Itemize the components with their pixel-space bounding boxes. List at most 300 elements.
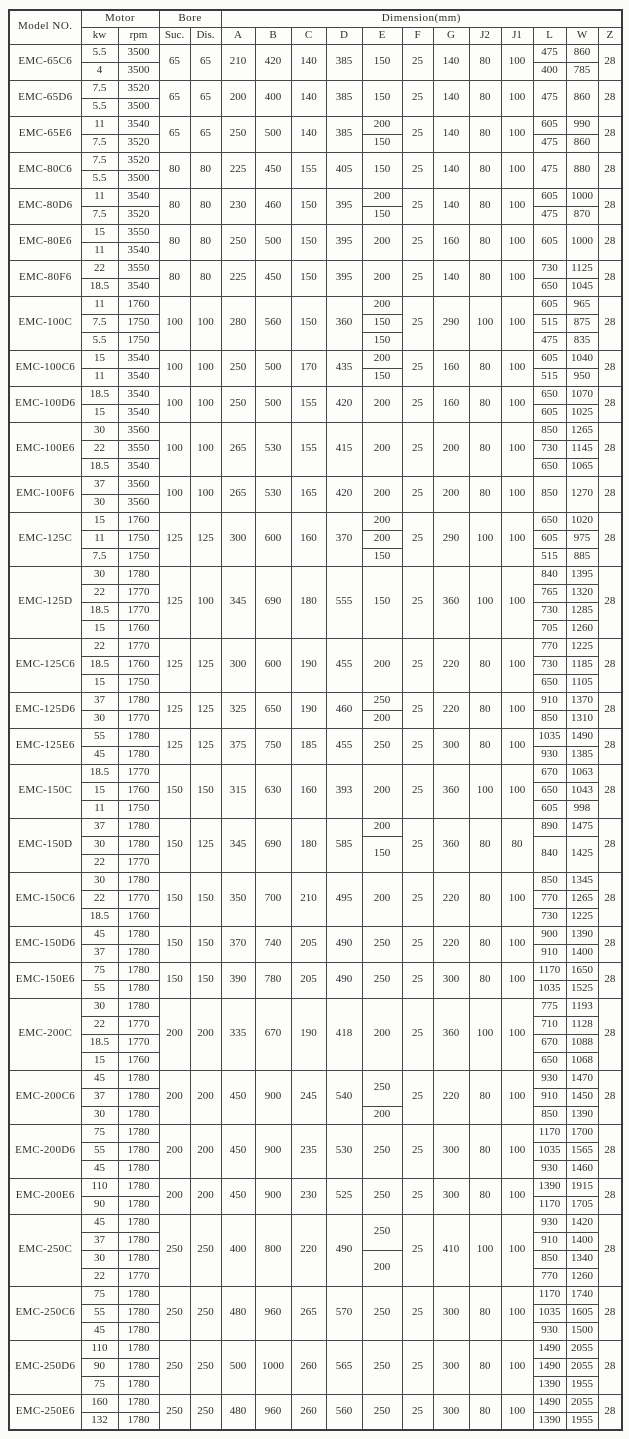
- j2-cell: 80: [469, 926, 501, 962]
- d-cell: 560: [326, 1394, 362, 1430]
- rpm-cell: 1760: [118, 1052, 159, 1070]
- z-cell: 28: [598, 1124, 622, 1178]
- w-cell: 1470: [566, 1070, 598, 1088]
- z-cell: 28: [598, 1394, 622, 1430]
- j2-cell: 80: [469, 728, 501, 764]
- suc-cell: 150: [159, 962, 190, 998]
- table-row: [9, 1124, 622, 1142]
- j1-cell: 100: [501, 188, 533, 224]
- e-cell: 250: [362, 1340, 402, 1394]
- c-cell: 190: [291, 638, 326, 692]
- j1-cell: 80: [501, 818, 533, 872]
- rpm-cell: 1780: [118, 1232, 159, 1250]
- suc-cell: 250: [159, 1394, 190, 1430]
- w-cell: 1475: [566, 818, 598, 836]
- table-row: [9, 1340, 622, 1358]
- z-cell: 28: [598, 80, 622, 116]
- l-cell: 650: [533, 782, 566, 800]
- a-cell: 500: [221, 1340, 255, 1394]
- w-cell: 1420: [566, 1214, 598, 1232]
- b-cell: 450: [255, 260, 291, 296]
- w-cell: 880: [566, 152, 598, 188]
- w-cell: 1705: [566, 1196, 598, 1214]
- d-cell: 395: [326, 224, 362, 260]
- z-cell: 28: [598, 296, 622, 350]
- table-row: [9, 692, 622, 710]
- b-cell: 600: [255, 512, 291, 566]
- rpm-cell: 1780: [118, 1124, 159, 1142]
- d-cell: 435: [326, 350, 362, 386]
- e-cell: 200: [362, 296, 402, 314]
- model-name: EMC-100C6: [9, 350, 81, 386]
- kw-cell: 30: [81, 836, 118, 854]
- d-cell: 495: [326, 872, 362, 926]
- b-cell: 630: [255, 764, 291, 818]
- z-cell: 28: [598, 44, 622, 80]
- j2-cell: 80: [469, 80, 501, 116]
- rpm-cell: 1780: [118, 1142, 159, 1160]
- header-dimension-group: Dimension(mm): [221, 10, 622, 27]
- rpm-cell: 1780: [118, 1160, 159, 1178]
- l-cell: 770: [533, 1268, 566, 1286]
- suc-cell: 200: [159, 998, 190, 1070]
- f-cell: 25: [402, 422, 433, 476]
- c-cell: 245: [291, 1070, 326, 1124]
- rpm-cell: 3500: [118, 170, 159, 188]
- kw-cell: 22: [81, 584, 118, 602]
- rpm-cell: 3540: [118, 386, 159, 404]
- kw-cell: 18.5: [81, 1034, 118, 1052]
- b-cell: 1000: [255, 1340, 291, 1394]
- kw-cell: 22: [81, 440, 118, 458]
- a-cell: 250: [221, 224, 255, 260]
- d-cell: 455: [326, 728, 362, 764]
- a-cell: 375: [221, 728, 255, 764]
- kw-cell: 7.5: [81, 152, 118, 170]
- table-row: [9, 80, 622, 98]
- table-row: [9, 116, 622, 134]
- z-cell: 28: [598, 1214, 622, 1286]
- d-cell: 395: [326, 188, 362, 224]
- w-cell: 1045: [566, 278, 598, 296]
- model-name: EMC-250C: [9, 1214, 81, 1286]
- j1-cell: 100: [501, 566, 533, 638]
- f-cell: 25: [402, 872, 433, 926]
- j2-cell: 80: [469, 1124, 501, 1178]
- w-cell: 1390: [566, 1106, 598, 1124]
- table-row: [9, 566, 622, 584]
- kw-cell: 18.5: [81, 908, 118, 926]
- a-cell: 450: [221, 1070, 255, 1124]
- l-cell: 650: [533, 1052, 566, 1070]
- table-row: [9, 260, 622, 278]
- j1-cell: 100: [501, 512, 533, 566]
- j2-cell: 80: [469, 116, 501, 152]
- model-name: EMC-250D6: [9, 1340, 81, 1394]
- rpm-cell: 1770: [118, 638, 159, 656]
- a-cell: 300: [221, 638, 255, 692]
- w-cell: 998: [566, 800, 598, 818]
- rpm-cell: 1750: [118, 314, 159, 332]
- w-cell: 975: [566, 530, 598, 548]
- f-cell: 25: [402, 350, 433, 386]
- rpm-cell: 1780: [118, 566, 159, 584]
- kw-cell: 18.5: [81, 458, 118, 476]
- l-cell: 475: [533, 152, 566, 188]
- f-cell: 25: [402, 476, 433, 512]
- rpm-cell: 1770: [118, 602, 159, 620]
- g-cell: 200: [433, 476, 469, 512]
- suc-cell: 125: [159, 566, 190, 638]
- w-cell: 1565: [566, 1142, 598, 1160]
- rpm-cell: 3500: [118, 98, 159, 116]
- rpm-cell: 1780: [118, 836, 159, 854]
- e-cell: 250: [362, 962, 402, 998]
- kw-cell: 18.5: [81, 764, 118, 782]
- w-cell: 1955: [566, 1412, 598, 1430]
- b-cell: 500: [255, 350, 291, 386]
- w-cell: 875: [566, 314, 598, 332]
- e-cell: 150: [362, 44, 402, 80]
- e-cell: 150: [362, 836, 402, 872]
- l-cell: 650: [533, 674, 566, 692]
- w-cell: 2055: [566, 1358, 598, 1376]
- dis-cell: 100: [190, 386, 221, 422]
- d-cell: 385: [326, 80, 362, 116]
- suc-cell: 125: [159, 692, 190, 728]
- d-cell: 415: [326, 422, 362, 476]
- l-cell: 1170: [533, 1196, 566, 1214]
- model-name: EMC-150E6: [9, 962, 81, 998]
- rpm-cell: 1770: [118, 1016, 159, 1034]
- e-cell: 200: [362, 872, 402, 926]
- w-cell: 1500: [566, 1322, 598, 1340]
- model-name: EMC-65E6: [9, 116, 81, 152]
- rpm-cell: 3550: [118, 224, 159, 242]
- l-cell: 850: [533, 1106, 566, 1124]
- l-cell: 850: [533, 710, 566, 728]
- e-cell: 250: [362, 1286, 402, 1340]
- kw-cell: 30: [81, 872, 118, 890]
- d-cell: 585: [326, 818, 362, 872]
- w-cell: 1088: [566, 1034, 598, 1052]
- col-header-rpm: rpm: [118, 27, 159, 44]
- j1-cell: 100: [501, 80, 533, 116]
- l-cell: 1490: [533, 1358, 566, 1376]
- w-cell: 1345: [566, 872, 598, 890]
- l-cell: 850: [533, 1250, 566, 1268]
- b-cell: 500: [255, 224, 291, 260]
- w-cell: 1915: [566, 1178, 598, 1196]
- e-cell: 200: [362, 512, 402, 530]
- rpm-cell: 1760: [118, 782, 159, 800]
- b-cell: 960: [255, 1394, 291, 1430]
- model-name: EMC-150C: [9, 764, 81, 818]
- rpm-cell: 3500: [118, 62, 159, 80]
- g-cell: 300: [433, 962, 469, 998]
- l-cell: 770: [533, 638, 566, 656]
- j1-cell: 100: [501, 1340, 533, 1394]
- rpm-cell: 1780: [118, 998, 159, 1016]
- z-cell: 28: [598, 692, 622, 728]
- f-cell: 25: [402, 1070, 433, 1124]
- kw-cell: 75: [81, 962, 118, 980]
- j1-cell: 100: [501, 260, 533, 296]
- j2-cell: 80: [469, 152, 501, 188]
- f-cell: 25: [402, 224, 433, 260]
- a-cell: 450: [221, 1178, 255, 1214]
- w-cell: 870: [566, 206, 598, 224]
- b-cell: 690: [255, 566, 291, 638]
- z-cell: 28: [598, 1070, 622, 1124]
- b-cell: 650: [255, 692, 291, 728]
- kw-cell: 90: [81, 1358, 118, 1376]
- suc-cell: 65: [159, 80, 190, 116]
- e-cell: 250: [362, 1394, 402, 1430]
- table-row: [9, 818, 622, 836]
- a-cell: 480: [221, 1286, 255, 1340]
- z-cell: 28: [598, 962, 622, 998]
- table-header: [9, 10, 622, 44]
- rpm-cell: 1780: [118, 1178, 159, 1196]
- j2-cell: 80: [469, 638, 501, 692]
- rpm-cell: 1780: [118, 962, 159, 980]
- dis-cell: 80: [190, 152, 221, 188]
- rpm-cell: 1760: [118, 620, 159, 638]
- w-cell: 860: [566, 44, 598, 62]
- model-name: EMC-250C6: [9, 1286, 81, 1340]
- suc-cell: 250: [159, 1286, 190, 1340]
- l-cell: 670: [533, 1034, 566, 1052]
- a-cell: 400: [221, 1214, 255, 1286]
- c-cell: 185: [291, 728, 326, 764]
- z-cell: 28: [598, 188, 622, 224]
- model-name: EMC-125D6: [9, 692, 81, 728]
- c-cell: 160: [291, 512, 326, 566]
- g-cell: 360: [433, 566, 469, 638]
- kw-cell: 7.5: [81, 206, 118, 224]
- c-cell: 140: [291, 116, 326, 152]
- z-cell: 28: [598, 728, 622, 764]
- kw-cell: 5.5: [81, 44, 118, 62]
- j1-cell: 100: [501, 692, 533, 728]
- z-cell: 28: [598, 386, 622, 422]
- e-cell: 200: [362, 188, 402, 206]
- j1-cell: 100: [501, 350, 533, 386]
- rpm-cell: 1780: [118, 1412, 159, 1430]
- l-cell: 515: [533, 314, 566, 332]
- l-cell: 910: [533, 1232, 566, 1250]
- rpm-cell: 1780: [118, 1250, 159, 1268]
- g-cell: 160: [433, 224, 469, 260]
- j1-cell: 100: [501, 998, 533, 1070]
- c-cell: 155: [291, 422, 326, 476]
- j1-cell: 100: [501, 296, 533, 350]
- l-cell: 650: [533, 458, 566, 476]
- l-cell: 1035: [533, 980, 566, 998]
- e-cell: 150: [362, 368, 402, 386]
- a-cell: 230: [221, 188, 255, 224]
- c-cell: 150: [291, 260, 326, 296]
- col-header-l: L: [533, 27, 566, 44]
- rpm-cell: 1750: [118, 332, 159, 350]
- f-cell: 25: [402, 152, 433, 188]
- kw-cell: 5.5: [81, 170, 118, 188]
- kw-cell: 110: [81, 1340, 118, 1358]
- kw-cell: 37: [81, 692, 118, 710]
- dis-cell: 80: [190, 260, 221, 296]
- a-cell: 390: [221, 962, 255, 998]
- rpm-cell: 3540: [118, 242, 159, 260]
- model-name: EMC-200D6: [9, 1124, 81, 1178]
- g-cell: 290: [433, 296, 469, 350]
- z-cell: 28: [598, 638, 622, 692]
- g-cell: 300: [433, 1286, 469, 1340]
- d-cell: 540: [326, 1070, 362, 1124]
- z-cell: 28: [598, 998, 622, 1070]
- f-cell: 25: [402, 1214, 433, 1286]
- b-cell: 740: [255, 926, 291, 962]
- dis-cell: 150: [190, 926, 221, 962]
- l-cell: 1390: [533, 1178, 566, 1196]
- dis-cell: 200: [190, 1124, 221, 1178]
- b-cell: 530: [255, 422, 291, 476]
- dis-cell: 250: [190, 1340, 221, 1394]
- table-row: [9, 926, 622, 944]
- dis-cell: 250: [190, 1214, 221, 1286]
- j2-cell: 80: [469, 188, 501, 224]
- dis-cell: 250: [190, 1394, 221, 1430]
- kw-cell: 5.5: [81, 98, 118, 116]
- kw-cell: 30: [81, 998, 118, 1016]
- table-row: [9, 872, 622, 890]
- e-cell: 150: [362, 80, 402, 116]
- table-row: [9, 998, 622, 1016]
- w-cell: 1425: [566, 836, 598, 872]
- f-cell: 25: [402, 1340, 433, 1394]
- g-cell: 140: [433, 152, 469, 188]
- b-cell: 500: [255, 116, 291, 152]
- e-cell: 150: [362, 134, 402, 152]
- model-name: EMC-100F6: [9, 476, 81, 512]
- j1-cell: 100: [501, 476, 533, 512]
- w-cell: 1320: [566, 584, 598, 602]
- w-cell: 2055: [566, 1340, 598, 1358]
- table-row: [9, 1070, 622, 1088]
- f-cell: 25: [402, 1178, 433, 1214]
- rpm-cell: 3540: [118, 404, 159, 422]
- w-cell: 860: [566, 80, 598, 116]
- a-cell: 315: [221, 764, 255, 818]
- model-name: EMC-80C6: [9, 152, 81, 188]
- model-name: EMC-200C: [9, 998, 81, 1070]
- rpm-cell: 1780: [118, 1214, 159, 1232]
- e-cell: 200: [362, 1106, 402, 1124]
- l-cell: 515: [533, 548, 566, 566]
- l-cell: 400: [533, 62, 566, 80]
- c-cell: 170: [291, 350, 326, 386]
- model-name: EMC-150D6: [9, 926, 81, 962]
- d-cell: 530: [326, 1124, 362, 1178]
- w-cell: 1225: [566, 638, 598, 656]
- header-motor-group: Motor: [81, 10, 159, 27]
- kw-cell: 15: [81, 350, 118, 368]
- suc-cell: 125: [159, 728, 190, 764]
- b-cell: 700: [255, 872, 291, 926]
- col-header-d: D: [326, 27, 362, 44]
- kw-cell: 22: [81, 854, 118, 872]
- dis-cell: 80: [190, 188, 221, 224]
- header-model-no: Model NO.: [9, 10, 81, 44]
- d-cell: 455: [326, 638, 362, 692]
- rpm-cell: 1770: [118, 584, 159, 602]
- f-cell: 25: [402, 116, 433, 152]
- w-cell: 1605: [566, 1304, 598, 1322]
- w-cell: 1260: [566, 620, 598, 638]
- z-cell: 28: [598, 764, 622, 818]
- rpm-cell: 1770: [118, 890, 159, 908]
- kw-cell: 45: [81, 926, 118, 944]
- kw-cell: 160: [81, 1394, 118, 1412]
- a-cell: 345: [221, 818, 255, 872]
- l-cell: 605: [533, 224, 566, 260]
- kw-cell: 37: [81, 1232, 118, 1250]
- f-cell: 25: [402, 962, 433, 998]
- w-cell: 1390: [566, 926, 598, 944]
- d-cell: 418: [326, 998, 362, 1070]
- c-cell: 180: [291, 566, 326, 638]
- suc-cell: 100: [159, 476, 190, 512]
- kw-cell: 11: [81, 800, 118, 818]
- e-cell: 250: [362, 1178, 402, 1214]
- f-cell: 25: [402, 386, 433, 422]
- b-cell: 530: [255, 476, 291, 512]
- rpm-cell: 1780: [118, 944, 159, 962]
- f-cell: 25: [402, 188, 433, 224]
- w-cell: 1525: [566, 980, 598, 998]
- z-cell: 28: [598, 152, 622, 188]
- kw-cell: 15: [81, 512, 118, 530]
- j1-cell: 100: [501, 1070, 533, 1124]
- w-cell: 835: [566, 332, 598, 350]
- b-cell: 690: [255, 818, 291, 872]
- l-cell: 930: [533, 1322, 566, 1340]
- kw-cell: 45: [81, 746, 118, 764]
- z-cell: 28: [598, 350, 622, 386]
- rpm-cell: 3560: [118, 422, 159, 440]
- rpm-cell: 1770: [118, 854, 159, 872]
- j1-cell: 100: [501, 152, 533, 188]
- kw-cell: 11: [81, 116, 118, 134]
- model-name: EMC-100E6: [9, 422, 81, 476]
- rpm-cell: 1780: [118, 1322, 159, 1340]
- table-row: [9, 1178, 622, 1196]
- w-cell: 1265: [566, 422, 598, 440]
- b-cell: 900: [255, 1178, 291, 1214]
- g-cell: 140: [433, 44, 469, 80]
- rpm-cell: 1760: [118, 296, 159, 314]
- suc-cell: 200: [159, 1070, 190, 1124]
- kw-cell: 18.5: [81, 602, 118, 620]
- w-cell: 1145: [566, 440, 598, 458]
- e-cell: 200: [362, 116, 402, 134]
- f-cell: 25: [402, 80, 433, 116]
- f-cell: 25: [402, 1286, 433, 1340]
- kw-cell: 22: [81, 638, 118, 656]
- suc-cell: 250: [159, 1214, 190, 1286]
- dis-cell: 200: [190, 1070, 221, 1124]
- rpm-cell: 3520: [118, 80, 159, 98]
